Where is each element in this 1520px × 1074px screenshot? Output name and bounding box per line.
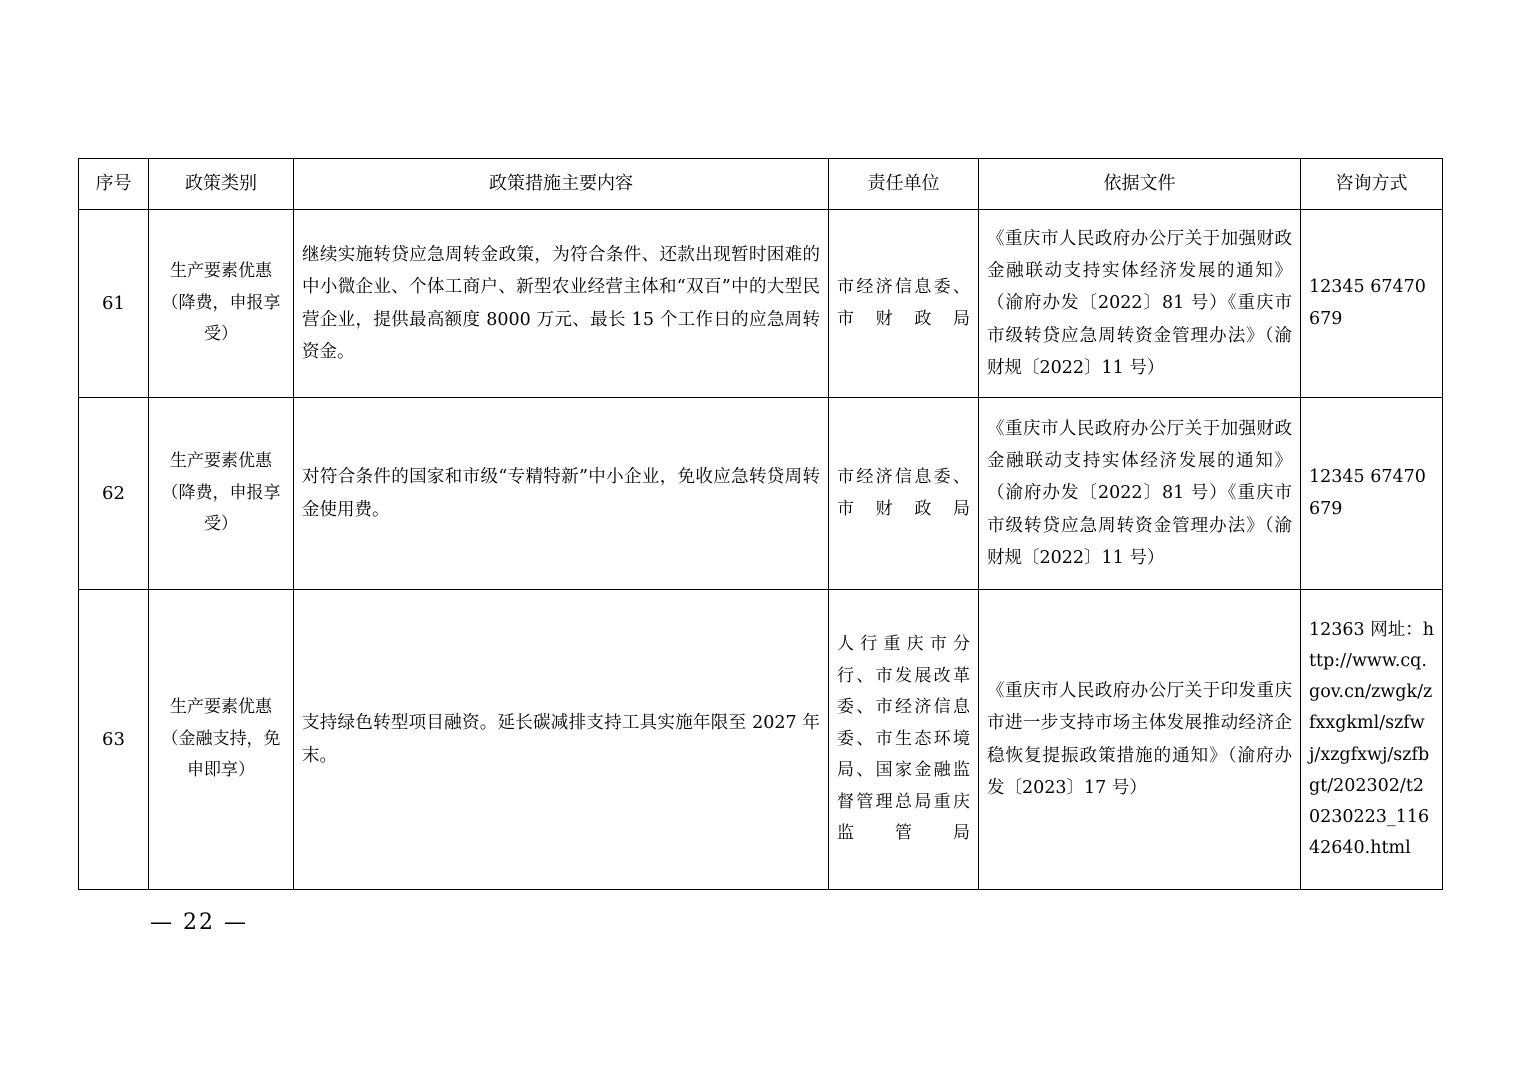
row-unit: 人行重庆市分行、市发展改革委、市经济信息委、市生态环境局、国家金融监督管理总局重庆监管局 xyxy=(829,590,979,890)
row-category: 生产要素优惠（降费，申报享受） xyxy=(149,210,294,398)
row-sequence: 63 xyxy=(79,590,149,890)
column-header-document: 依据文件 xyxy=(979,159,1301,210)
row-sequence: 61 xyxy=(79,210,149,398)
column-header-contact: 咨询方式 xyxy=(1301,159,1443,210)
table-body xyxy=(79,210,1443,890)
row-unit: 市经济信息委、市财政局 xyxy=(829,398,979,590)
page-number: — 22 — xyxy=(150,910,248,935)
row-contact: 12345 67470679 xyxy=(1301,210,1443,398)
row-category: 生产要素优惠（降费，申报享受） xyxy=(149,398,294,590)
row-content: 支持绿色转型项目融资。延长碳减排支持工具实施年限至 2027 年末。 xyxy=(294,590,829,890)
row-category: 生产要素优惠（金融支持，免申即享） xyxy=(149,590,294,890)
table-row xyxy=(79,590,1443,890)
table-header-row xyxy=(79,159,1443,210)
row-document: 《重庆市人民政府办公厅关于加强财政金融联动支持实体经济发展的通知》（渝府办发〔2022〕81 号）《重庆市市级转贷应急周转资金管理办法》（渝财规〔2022〕11 号） xyxy=(979,210,1301,398)
column-header-sequence: 序号 xyxy=(79,159,149,210)
column-header-content: 政策措施主要内容 xyxy=(294,159,829,210)
row-document: 《重庆市人民政府办公厅关于加强财政金融联动支持实体经济发展的通知》（渝府办发〔2022〕81 号）《重庆市市级转贷应急周转资金管理办法》（渝财规〔2022〕11 号） xyxy=(979,398,1301,590)
row-contact: 12345 67470679 xyxy=(1301,398,1443,590)
table-row xyxy=(79,210,1443,398)
row-contact: 12363 网址：http://www.cq.gov.cn/zwgk/zfxxgkml/szfwj/xzgfxwj/szfbgt/202302/t20230223_11642640.html xyxy=(1301,590,1443,890)
table-row xyxy=(79,398,1443,590)
row-unit: 市经济信息委、市财政局 xyxy=(829,210,979,398)
policy-measures-table xyxy=(78,158,1443,890)
column-header-category: 政策类别 xyxy=(149,159,294,210)
row-content: 对符合条件的国家和市级“专精特新”中小企业，免收应急转贷周转金使用费。 xyxy=(294,398,829,590)
row-content: 继续实施转贷应急周转金政策，为符合条件、还款出现暂时困难的中小微企业、个体工商户、新型农业经营主体和“双百”中的大型民营企业，提供最高额度 8000 万元、最长 15 个工作日的应急周转资金。 xyxy=(294,210,829,398)
table-header xyxy=(79,159,1443,210)
row-document: 《重庆市人民政府办公厅关于印发重庆市进一步支持市场主体发展推动经济企稳恢复提振政策措施的通知》（渝府办发〔2023〕17 号） xyxy=(979,590,1301,890)
column-header-unit: 责任单位 xyxy=(829,159,979,210)
row-sequence: 62 xyxy=(79,398,149,590)
